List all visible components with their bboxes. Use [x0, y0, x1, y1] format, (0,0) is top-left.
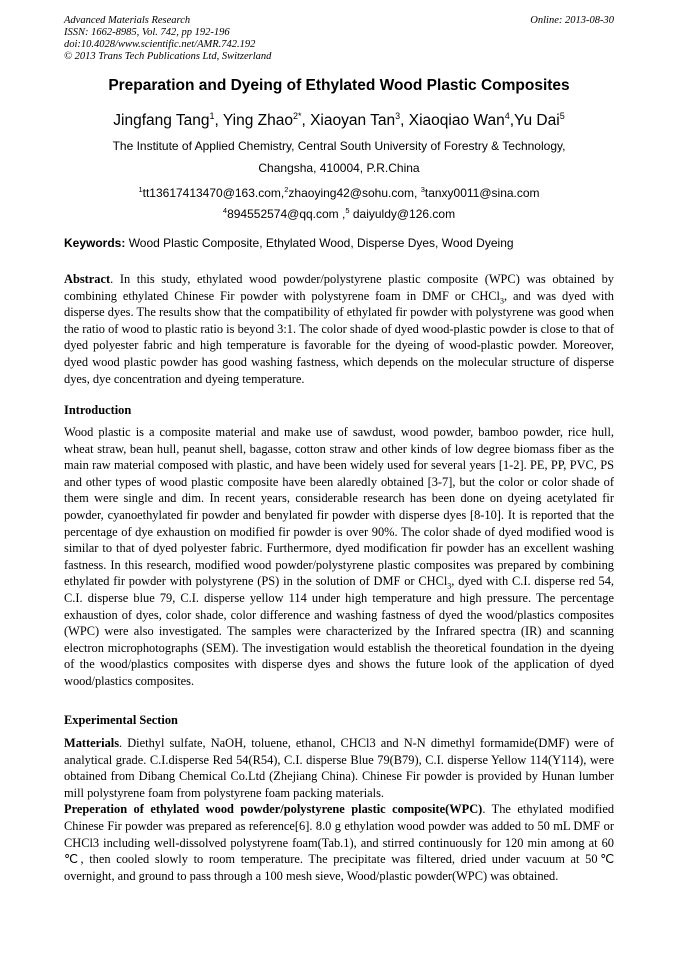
- doi-line: doi:10.4028/www.scientific.net/AMR.742.192: [64, 39, 256, 50]
- preparation-label: Preperation of ethylated wood powder/polystyrene plastic composite(WPC): [64, 802, 483, 817]
- author-sup: 1: [209, 111, 215, 121]
- materials-label: Matterials: [64, 736, 120, 750]
- author-name: Jingfang Tang: [113, 112, 210, 130]
- abstract-paragraph: [64, 271, 614, 387]
- abstract-text: , and was dyed with disperse dyes. The results show that the compatibility of ethylated fir powder with polystyrene was good when the ratio of wood to plastic ratio is beyond 3:1. The color shade of dyed wood-plastic powder is close to that of dyed polyester fabric and high temperature is favorable for the dyeing of wood-plastic powder. Moreover, dyed wood plastic powder has good washing fastness, which depends on the molecular structure of disperse dyes, dye concentration and dyeing temperature.: [64, 288, 614, 386]
- email-sup: 5: [345, 206, 350, 215]
- email-sup: 1: [138, 185, 143, 194]
- experimental-heading: Experimental Section: [64, 713, 178, 727]
- keywords-label: Keywords:: [64, 236, 126, 250]
- email-address[interactable]: daiyuldy@126.com: [349, 207, 456, 221]
- email-address[interactable]: tt13617413470@163.com,: [142, 186, 285, 200]
- subscript: 3: [499, 296, 504, 306]
- email-sup: 4: [222, 206, 228, 215]
- materials-text: . Diethyl sulfate, NaOH, toluene, ethanol, CHCl3 and N-N dimethyl formamide(DMF) were of analytical grade. C.I.disperse Red 54(R54), C.I. disperse Blue 79(B79), C.I. disperse Yellow 114(Y114), were obtained from Dibang Chemical Co.Ltd (Zhejiang China). Chinese Fir powder is provided by Hunan lumber mill polystyrene foam from polystyrene foam packing materials.: [64, 736, 614, 800]
- author-name: , Xiaoqiao Wan: [400, 112, 505, 130]
- author-sup: 4: [504, 111, 510, 121]
- email-address[interactable]: zhaoying42@sohu.com,: [288, 186, 421, 200]
- affiliation-line-1: The Institute of Applied Chemistry, Central South University of Forestry & Technology,: [112, 139, 566, 153]
- email-sup: 2: [284, 185, 289, 194]
- introduction-heading: Introduction: [64, 403, 132, 417]
- preparation-text: . The ethylated modified Chinese Fir powder was prepared as reference[6]. 8.0 g ethylation wood powder was added to 50 mL DMF or CHCl3 including well-dissolved polystyrene foam(Tab.1), and stirred continuously for 120 min among at 60 ℃, then cooled slowly to room temperature. The precipitate was filtered, dried under vacuum at 50℃ overnight, and ground to pass through a 100 mesh sieve, Wood/plastic powder(WPC) was obtained.: [64, 802, 615, 883]
- experimental-paragraph: [64, 735, 614, 884]
- journal-header: [64, 15, 614, 63]
- keywords: [64, 236, 620, 250]
- author-name: ,Yu Dai: [509, 112, 560, 130]
- author-name: , Ying Zhao: [214, 112, 293, 130]
- journal-name: Advanced Materials Research: [64, 15, 191, 26]
- email-line-2: [0, 200, 678, 225]
- copyright-line: © 2013 Trans Tech Publications Ltd, Switzerland: [64, 51, 272, 62]
- abstract-label: Abstract: [64, 272, 111, 286]
- online-date: Online: 2013-08-30: [530, 15, 614, 26]
- paper-title: Preparation and Dyeing of Ethylated Wood Plastic Composites: [108, 77, 570, 94]
- intro-text: , dyed with C.I. disperse red 54, C.I. disperse blue 79, C.I. disperse yellow 114 under high temperature and high pressure. The percentage exhaustion of dyes, color shade, color difference and washing fastness of dyed the wood/plastics composites (WPC) were also investigated. The samples were characterized by the Infrared spectra (IR) and scanning electron microphotographs (SEM). The investigation would establish the theoretical foundation in the dyeing of the wood/plastics composites with disperse dyes and shows the future look of the application of dyed wood/plastics composites.: [64, 574, 614, 688]
- affiliation-line-2: Changsha, 410004, P.R.China: [258, 161, 420, 175]
- introduction-paragraph: [64, 424, 614, 690]
- email-address[interactable]: tanxy0011@sina.com: [424, 186, 540, 200]
- email-address[interactable]: 894552574@qq.com ,: [227, 207, 346, 221]
- subscript: 3: [447, 581, 452, 591]
- issn-line: ISSN: 1662-8985, Vol. 742, pp 192-196: [64, 27, 230, 38]
- intro-text: Wood plastic is a composite material and make use of sawdust, wood powder, bamboo powder, rice hull, wheat straw, bean hull, peanut shell, bagasse, cotton straw and other kinds of low degree biomass fiber as the main raw material composed with plastic, and have been widely used for several years [1-2]. PE, PP, PVC, PS and other types of wood plastic composite have been alaredly obtained [3-7], but the color or color shade of them were single and dim. In recent years, considerable research has been done on dyeing acetylated fir powder, cyanoethylated fir powder and benylated fir powder with disperse dyes [8-10]. It is reported that the percentage of dye exhaustion on modified fir powder is over 90%. The color shade of dyed modified wood is similar to that of dyed polyester fabric. Furthermore, dyed modification fir powder has an excellent washing fastness. In this research, modified wood powder/polystyrene plastic composites was prepared by combining ethylated fir powder with polystyrene (PS) in the solution of DMF or CHCl: [64, 425, 614, 589]
- author-list: [0, 111, 678, 130]
- author-sup: 2*: [292, 111, 302, 121]
- email-sup: 3: [420, 185, 425, 194]
- keywords-text: Wood Plastic Composite, Ethylated Wood, Disperse Dyes, Wood Dyeing: [125, 236, 514, 250]
- author-sup: 5: [559, 111, 565, 121]
- author-name: , Xiaoyan Tan: [301, 112, 396, 130]
- abstract-text: . In this study, ethylated wood powder/polystyrene plastic composite (WPC) was obtained by combining ethylated Chinese Fir powder with polystyrene foam in DMF or CHCl: [64, 272, 614, 303]
- author-sup: 3: [395, 111, 401, 121]
